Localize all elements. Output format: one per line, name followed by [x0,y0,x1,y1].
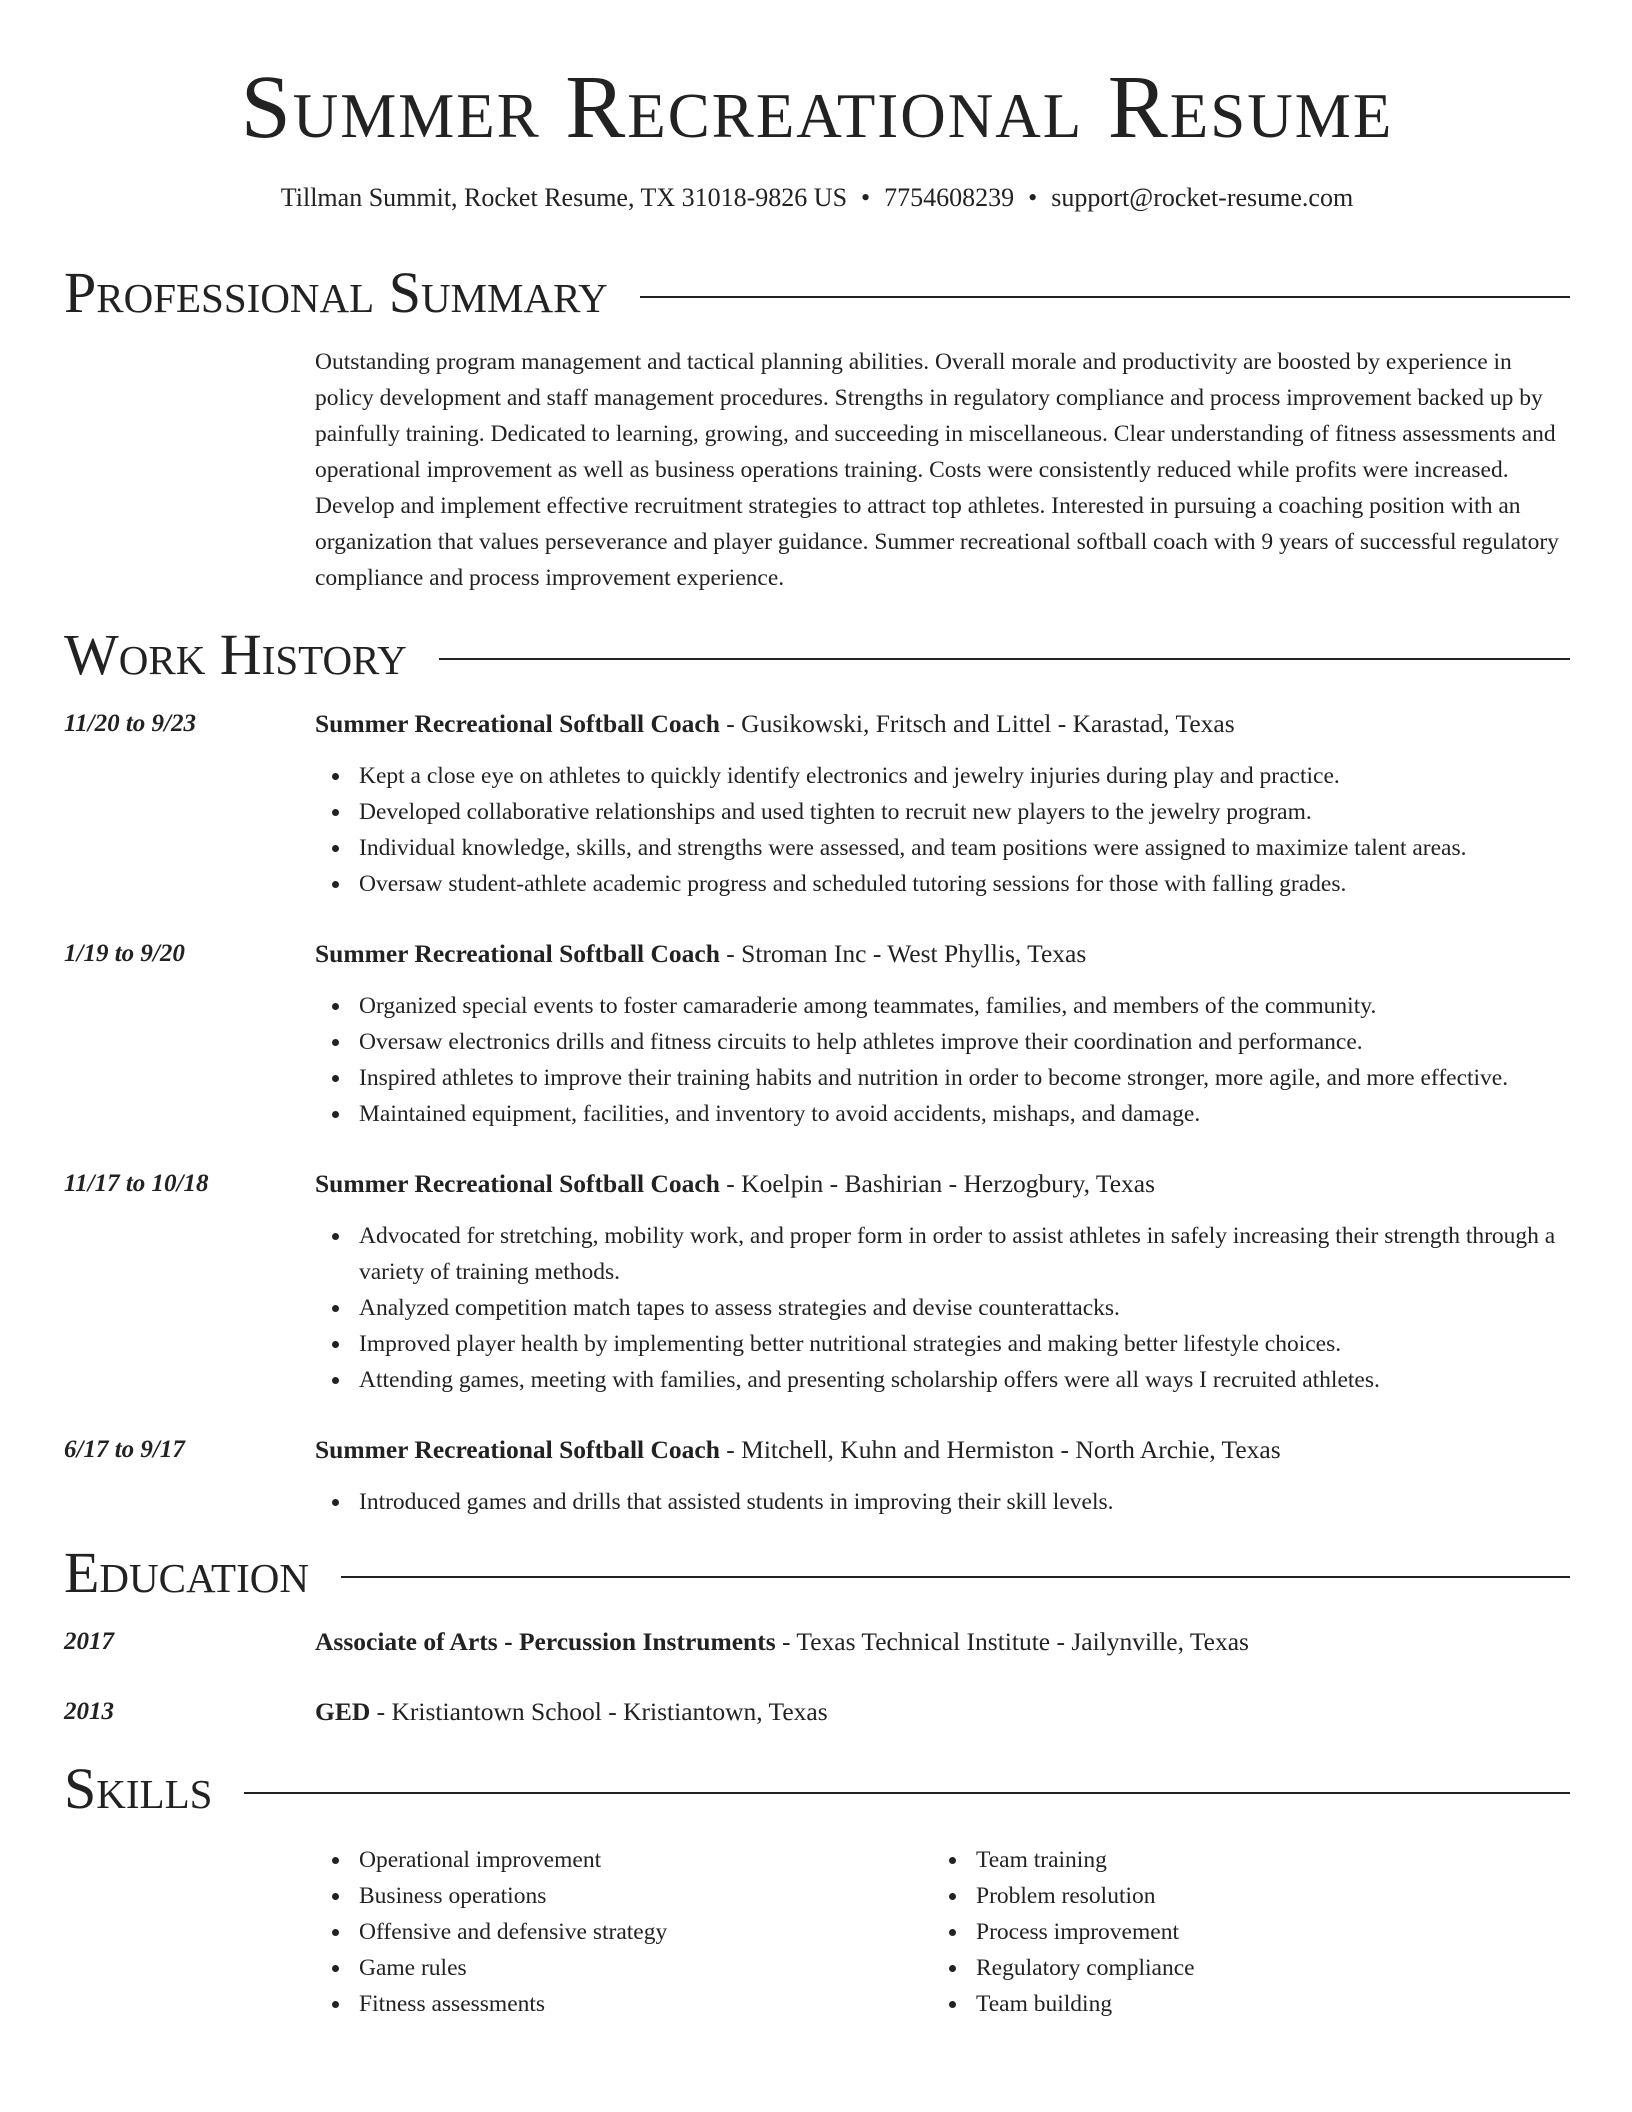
job-employer: - Koelpin - Bashirian - Herzogbury, Texas [719,1169,1156,1198]
contact-line [64,180,1570,216]
skill-item: Operational improvement [315,1842,932,1878]
list-item: Developed collaborative relationships and used tighten to recruit new players to the jewelry program. [315,794,1570,830]
list-item: Attending games, meeting with families, and presenting scholarship offers were all ways I recruited athletes. [315,1362,1570,1398]
list-item: Analyzed competition match tapes to assess strategies and devise counterattacks. [315,1290,1570,1326]
resume-title: Summer Recreational Resume [240,58,1394,157]
education-section-title: Education [64,1540,309,1605]
contact-separator: • [861,183,871,212]
work-entry-header [64,1432,1570,1520]
work-history-list [64,706,1570,1520]
job-duties [315,1484,1570,1520]
list-item: Advocated for stretching, mobility work, and proper form in order to assist athletes in safely increasing their strength through a variety of training methods. [315,1218,1570,1290]
list-item: Oversaw electronics drills and fitness circuits to help athletes improve their coordination and performance. [315,1024,1570,1060]
contact-address: Tillman Summit, Rocket Resume, TX 31018-9826 US [280,183,848,212]
list-item: Improved player health by implementing better nutritional strategies and making better lifestyle choices. [315,1326,1570,1362]
job-title: Summer Recreational Softball Coach [315,1169,720,1198]
education-year: 2017 [64,1628,114,1655]
job-duties [315,758,1570,902]
education-section-header [64,1540,1570,1606]
list-item: Introduced games and drills that assisted students in improving their skill levels. [315,1484,1570,1520]
skill-item: Business operations [315,1878,932,1914]
skills-list [315,1842,1570,2022]
work-entry-header [64,1166,1570,1398]
education-school: - Kristiantown School - Kristiantown, Texas [370,1697,828,1726]
skill-item: Game rules [315,1950,932,1986]
section-divider [341,1576,1570,1578]
list-item: Oversaw student-athlete academic progress and scheduled tutoring sessions for those with falling grades. [315,866,1570,902]
list-item: Kept a close eye on athletes to quickly identify electronics and jewelry injuries during play and practice. [315,758,1570,794]
work-entry-header [64,706,1570,902]
skills-section-header [64,1756,1570,1822]
skill-item: Team training [932,1842,1570,1878]
summary-section-header [64,260,1570,326]
job-title: Summer Recreational Softball Coach [315,939,720,968]
education-entry [64,1624,1570,1660]
education-school: - Texas Technical Institute - Jailynville, Texas [775,1627,1249,1656]
skills-column-right [932,1842,1570,2022]
job-duties [315,988,1570,1132]
education-entry [64,1694,1570,1730]
skills-column-left [315,1842,932,2022]
education-degree: GED [315,1697,371,1726]
work-entry-header [64,936,1570,1132]
section-divider [439,658,1570,660]
skill-item: Regulatory compliance [932,1950,1570,1986]
skill-item: Offensive and defensive strategy [315,1914,932,1950]
work-entry [64,1166,1570,1398]
section-divider [640,296,1570,298]
job-employer: - Stroman Inc - West Phyllis, Texas [719,939,1087,968]
work-dates: 11/17 to 10/18 [64,1170,209,1197]
list-item: Organized special events to foster camaraderie among teammates, families, and members of the community. [315,988,1570,1024]
job-duties [315,1218,1570,1398]
work-position [315,1166,1570,1202]
skills-section-title: Skills [64,1756,213,1821]
contact-email: support@rocket-resume.com [1051,183,1354,212]
education-year: 2013 [64,1698,114,1725]
work-position [315,936,1570,972]
summary-text: Outstanding program management and tactical planning abilities. Overall morale and productivity are boosted by experience in policy development and staff management procedures. Strengths in regulatory compliance and process improvement backed up by painfully training. Dedicated to learning, growing, and succeeding in miscellaneous. Clear understanding of fitness assessments and operational improvement as well as business operations training. Costs were consistently reduced while profits were increased. Develop and implement effective recruitment strategies to attract top athletes. Interested in pursuing a coaching position with an organization that values perseverance and player guidance. Summer recreational softball coach with 9 years of successful regulatory compliance and process improvement experience. [315,349,1559,591]
work-section-header [64,622,1570,688]
contact-separator: • [1028,183,1038,212]
list-item: Maintained equipment, facilities, and inventory to avoid accidents, mishaps, and damage. [315,1096,1570,1132]
work-entry [64,1432,1570,1520]
work-dates: 1/19 to 9/20 [64,940,185,967]
skill-item: Process improvement [932,1914,1570,1950]
work-entry [64,706,1570,902]
work-position [315,706,1570,742]
work-position [315,1432,1570,1468]
list-item: Inspired athletes to improve their training habits and nutrition in order to become stronger, more agile, and more effective. [315,1060,1570,1096]
job-employer: - Gusikowski, Fritsch and Littel - Karastad, Texas [719,709,1235,738]
job-employer: - Mitchell, Kuhn and Hermiston - North Archie, Texas [719,1435,1281,1464]
skill-item: Fitness assessments [315,1986,932,2022]
section-divider [244,1792,1570,1794]
work-section-title: Work History [64,622,407,687]
resume-page [64,0,1570,2022]
list-item: Individual knowledge, skills, and strengths were assessed, and team positions were assigned to maximize talent areas. [315,830,1570,866]
skill-item: Team building [932,1986,1570,2022]
job-title: Summer Recreational Softball Coach [315,1435,720,1464]
work-dates: 6/17 to 9/17 [64,1436,185,1463]
contact-phone: 7754608239 [884,183,1015,212]
education-list [64,1624,1570,1730]
skill-item: Problem resolution [932,1878,1570,1914]
summary-section-title: Professional Summary [64,260,608,325]
education-degree: Associate of Arts - Percussion Instruments [315,1627,776,1656]
work-entry [64,936,1570,1132]
work-dates: 11/20 to 9/23 [64,710,196,737]
job-title: Summer Recreational Softball Coach [315,709,720,738]
